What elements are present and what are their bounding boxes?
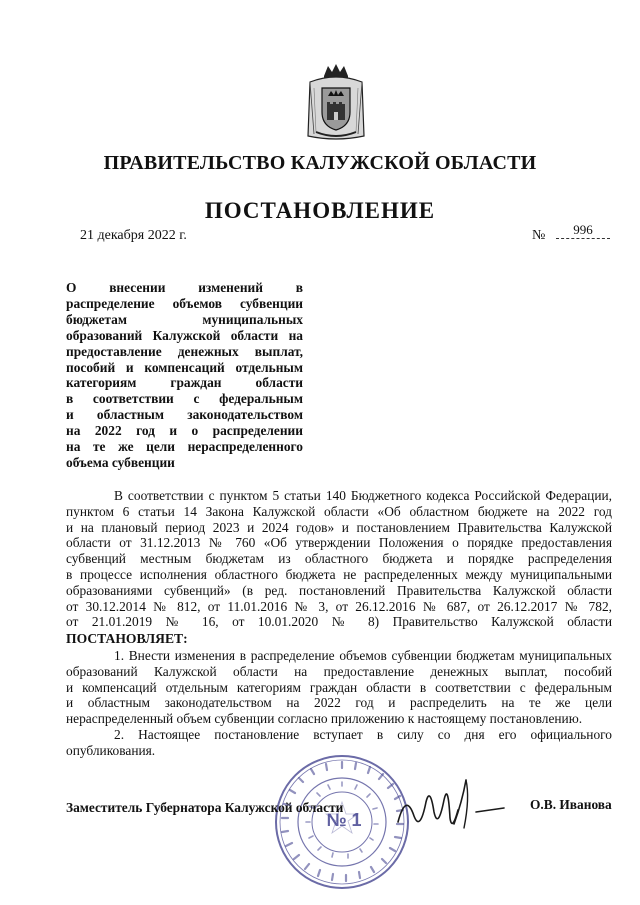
subject-line: предоставление денежных выплат,: [66, 343, 303, 359]
seal-number: № 1: [326, 810, 362, 830]
signer-title: Заместитель Губернатора Калужской области: [66, 800, 344, 815]
preamble-line: и на плановый период 2023 и 2024 годов» и постановлением Правительства Калужской: [66, 519, 612, 535]
preamble-line: В соответствии с пунктом 5 статьи 140 Бюджетного кодекса Российской Федерации,: [114, 488, 612, 503]
document-date: 21 декабря 2022 г.: [80, 228, 187, 243]
subject-line: на те же цели нераспределенного: [66, 439, 303, 455]
item-line: нераспределенный объем субвенции согласно приложению к настоящему постановлению.: [66, 711, 583, 727]
decree-item: [66, 648, 612, 727]
subject-line: в соответствии с федеральным: [66, 391, 303, 407]
item-line: образований Калужской области на предоставление денежных выплат, пособий: [66, 663, 612, 679]
signer-name: О.В. Иванова: [530, 797, 612, 812]
preamble-line: области от 31.12.2013 № 760 «Об утверждении Положения о порядке предоставления: [66, 535, 612, 551]
preamble-line: образованиями субвенций» (в ред. постановлений Правительства Калужской области: [66, 582, 612, 598]
document-number-label: №: [532, 228, 546, 243]
government-title: ПРАВИТЕЛЬСТВО КАЛУЖСКОЙ ОБЛАСТИ: [103, 152, 537, 174]
item-line: и компенсаций отдельным категориям граждан области в соответствии с федеральным: [66, 679, 612, 695]
document-type-title: ПОСТАНОВЛЕНИЕ: [204, 198, 436, 223]
decree-items: [66, 648, 612, 759]
decree-word: ПОСТАНОВЛЯЕТ:: [66, 631, 188, 646]
preamble-paragraph: [66, 488, 612, 630]
preamble-line: субвенций местным бюджетам из областного бюджета и порядке распределения: [66, 551, 612, 567]
document-subject: [66, 280, 303, 471]
subject-line: объема субвенции: [66, 454, 175, 470]
subject-line: бюджетам муниципальных: [66, 311, 303, 327]
subject-line: О внесении изменений в: [66, 280, 303, 295]
coat-of-arms-icon: [304, 62, 368, 142]
subject-line: и областным законодательством: [66, 407, 303, 423]
document-number-value: 996: [556, 222, 610, 239]
handwritten-signature-icon: [392, 772, 508, 836]
subject-line: на 2022 год и о распределении: [66, 423, 303, 439]
item-line: 1. Внести изменения в распределение объемов субвенции бюджетам муниципальных: [114, 648, 612, 663]
subject-line: категориям граждан области: [66, 375, 303, 391]
subject-line: пособий и компенсаций отдельным: [66, 359, 303, 375]
item-line: 2. Настоящее постановление вступает в силу со дня его официального: [114, 726, 612, 742]
preamble-line: от 30.12.2014 № 812, от 11.01.2016 № 3, от 26.12.2016 № 687, от 26.12.2017 № 782,: [66, 598, 612, 614]
item-line: опубликования.: [66, 742, 156, 758]
preamble-line: пунктом 6 статьи 14 Закона Калужской области «Об областном бюджете на 2022 год: [66, 503, 612, 519]
preamble-line: в процессе исполнения областного бюджета не распределенных между муниципальными: [66, 566, 612, 582]
subject-line: образований Калужской области на: [66, 327, 303, 343]
item-line: и областным законодательством на 2022 год и распределить на те же цели: [66, 695, 612, 711]
subject-line: распределение объемов субвенции: [66, 295, 303, 311]
preamble-line: от 21.01.2019 № 16, от 10.01.2020 № 8) Правительство Калужской области: [66, 614, 612, 630]
